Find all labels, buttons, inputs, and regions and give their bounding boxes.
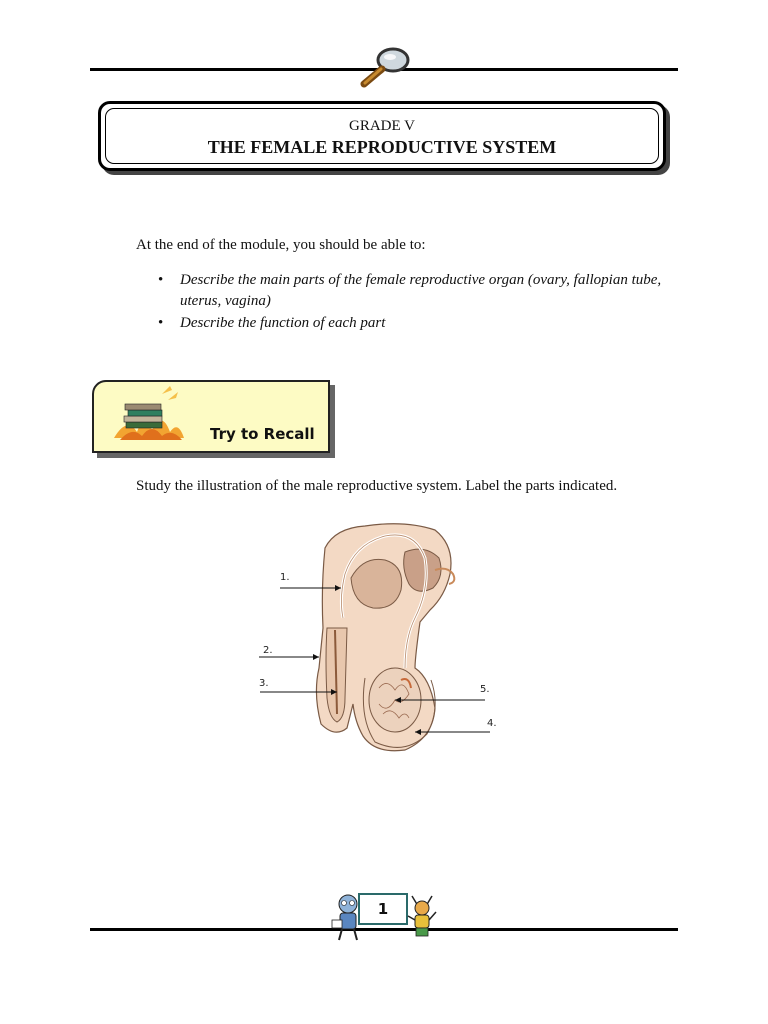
activity-instruction: Study the illustration of the male reproductive system. Label the parts indicated. <box>136 478 618 494</box>
diagram-label-5: 5. <box>480 684 490 695</box>
page-title: THE FEMALE REPRODUCTIVE SYSTEM <box>207 137 557 157</box>
diagram-label-1: 1. <box>280 572 290 583</box>
title-box <box>98 101 666 171</box>
recall-label: Try to Recall <box>210 425 315 443</box>
list-item: • Describe the function of each part <box>158 313 678 334</box>
try-to-recall-banner <box>92 380 330 453</box>
objectives-intro: At the end of the module, you should be able to: <box>136 237 426 253</box>
footer-rule <box>90 928 678 931</box>
magnifying-glass-icon <box>355 44 413 90</box>
books-icon <box>112 386 186 444</box>
cartoon-character-icon <box>404 892 440 942</box>
objectives-list <box>158 270 678 335</box>
list-item: • Describe the main parts of the female reproductive organ (ovary, fallopian tube, uterus, vagina) <box>158 270 678 312</box>
page-number: 1 <box>358 893 408 925</box>
diagram-label-3: 3. <box>259 678 269 689</box>
grade-label: GRADE V <box>349 118 415 134</box>
diagram-label-2: 2. <box>263 645 273 656</box>
diagram-label-4: 4. <box>487 718 497 729</box>
reproductive-system-diagram <box>255 518 520 756</box>
